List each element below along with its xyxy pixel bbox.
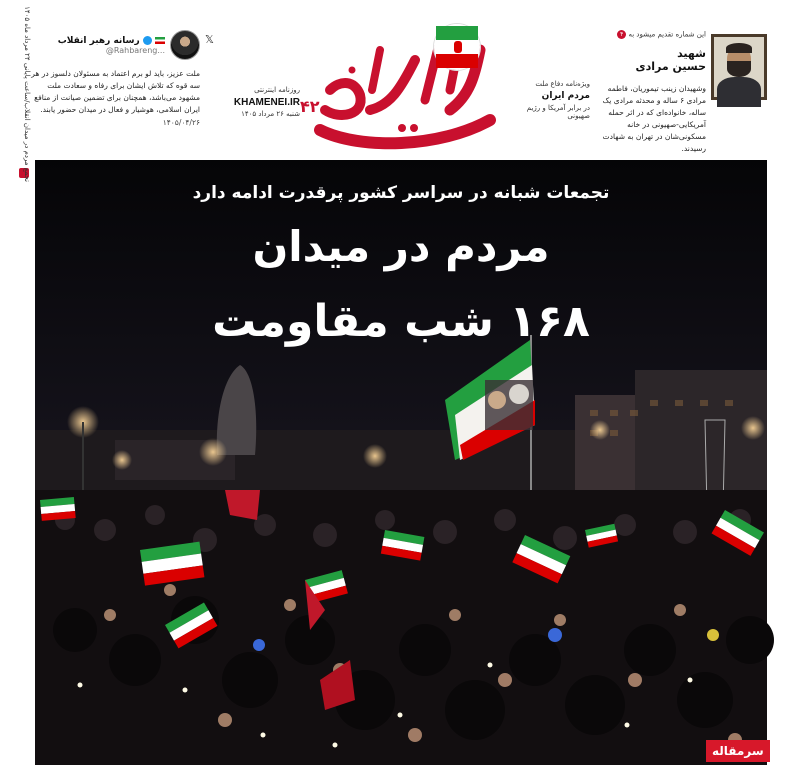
masthead-subtitle (505, 80, 590, 120)
publication-date: شنبه ۲۶ مرداد ۱۴۰۵ (241, 110, 300, 118)
dedication-title-2: حسین مرادی (635, 60, 706, 73)
dedication-block (588, 30, 706, 155)
side-photo-caption (18, 6, 32, 358)
subtitle-line-1: ویژه‌نامه دفاع ملت (535, 80, 590, 88)
subtitle-line-2: مردم ایران (541, 91, 590, 101)
tweet-account-handle: @Rahbareng... (105, 45, 165, 55)
iran-flag-icon (155, 37, 165, 44)
tweet-date: ۱۴۰۵/۰۴/۲۶ (162, 118, 200, 127)
avatar[interactable] (170, 30, 200, 60)
dedication-tag (588, 30, 706, 39)
publication-site[interactable]: KHAMENEI.IR (233, 97, 300, 108)
iran-flag-emblem (434, 24, 480, 70)
side-caption-text: تجمع مردم در میدان انقلاب/ساعت پایانی ۲۴ مرداد ماه ۱۴۰۵ (23, 6, 31, 182)
verified-icon (143, 36, 152, 45)
dedication-title-1: شهید (677, 47, 706, 60)
kicker: تجمعات شبانه در سراسر کشور پرقدرت ادامه دارد (192, 183, 610, 203)
publication-info (220, 86, 300, 118)
x-logo-icon: 𝕏 (205, 33, 214, 46)
editorial-label[interactable]: سرمقاله (706, 740, 770, 762)
dedication-tag-text: این شماره تقدیم میشود به (628, 30, 706, 39)
publication-type: روزنامه اینترنتی (254, 86, 300, 94)
tweet-card[interactable] (30, 30, 200, 127)
tweet-body: ملت عزیز، باید لو برم اعتماد به مسئولان دلسوز در هر سه قوه که تلاش ایشان برای رفاه و سعادت ملت مشهود می‌باشد، همچنان برای تضمین صیانت از منافع ایران اسلامی، هوشیار و فعال در میدان حضور یابند. (31, 69, 200, 114)
tweet-account[interactable] (30, 30, 200, 60)
header (0, 0, 800, 160)
subtitle-line-3: در برابر آمریکا و رژیم صهیونی (526, 104, 590, 120)
dedication-body: وشهیدان زینب تیموریان، فاطمه مرادی ۶ ساله و محدثه مرادی یک ساله، خانواده‌ای که در اثر حمله آمریکایی-صهیونی در خانه مسکونی‌شان در تهران به شهادت رسیدند. (602, 84, 706, 153)
headline: مردم در میدان (252, 222, 550, 271)
issue-number: ۴۲۰ (300, 97, 330, 116)
martyr-portrait (711, 34, 767, 100)
headline-sub: ۱۶۸ شب مقاومت (212, 296, 590, 347)
dedication-badge: ۴ (617, 30, 626, 39)
tweet-account-name: رسانه رهبر انقلاب (57, 35, 140, 46)
